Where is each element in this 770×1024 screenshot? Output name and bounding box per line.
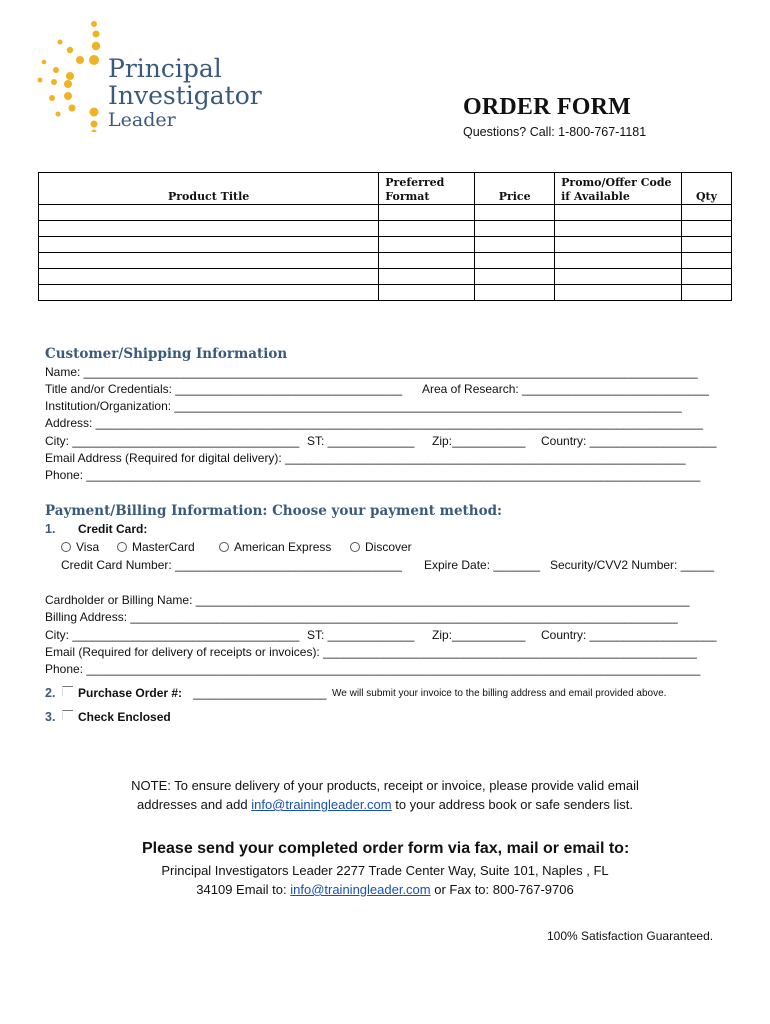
radio-discover-circle-icon[interactable] xyxy=(350,542,360,552)
table-row xyxy=(39,237,732,253)
guarantee-text: 100% Satisfaction Guaranteed. xyxy=(547,929,714,943)
logo-text xyxy=(108,56,262,130)
table-cell[interactable] xyxy=(555,221,682,237)
send-email-link[interactable]: info@trainingleader.com xyxy=(290,882,431,897)
table-cell[interactable] xyxy=(475,253,555,269)
table-cell[interactable] xyxy=(475,285,555,301)
credit-card-label: Credit Card: xyxy=(78,522,148,536)
purchase-order-label: Purchase Order #: xyxy=(78,686,183,700)
billing-address-field[interactable]: Billing Address: __________________________________________________________________________________ xyxy=(45,610,678,624)
table-cell[interactable] xyxy=(555,237,682,253)
table-cell[interactable] xyxy=(555,253,682,269)
title-credentials-field[interactable]: Title and/or Credentials: __________________________________ xyxy=(45,382,403,396)
customer-section-heading: Customer/Shipping Information xyxy=(45,346,288,362)
radio-amex-label: American Express xyxy=(234,540,332,554)
radio-discover[interactable] xyxy=(350,540,412,554)
table-cell[interactable] xyxy=(555,285,682,301)
table-cell[interactable] xyxy=(39,253,379,269)
logo-line-1: Principal xyxy=(108,54,222,83)
page-title: ORDER FORM xyxy=(463,94,631,120)
radio-visa[interactable] xyxy=(61,540,99,554)
zip-field[interactable]: Zip:___________ xyxy=(432,434,526,448)
address-field[interactable]: Address: ___________________________________________________________________________________________ xyxy=(45,416,704,430)
table-cell[interactable] xyxy=(379,269,475,285)
radio-mastercard-label: MasterCard xyxy=(132,540,195,554)
billing-phone-field[interactable]: Phone: ____________________________________________________________________________________________ xyxy=(45,662,701,676)
email-field[interactable]: Email Address (Required for digital delivery): ____________________________________________________________ xyxy=(45,451,686,465)
option-3-number: 3. xyxy=(45,710,56,724)
table-cell[interactable] xyxy=(682,237,732,253)
col-price: Price xyxy=(475,173,555,205)
logo-sunburst-icon xyxy=(36,20,108,132)
check-enclosed-label: Check Enclosed xyxy=(78,710,171,724)
table-cell[interactable] xyxy=(475,221,555,237)
phone-field[interactable]: Phone: ____________________________________________________________________________________________ xyxy=(45,468,701,482)
col-preferred-format xyxy=(379,173,475,205)
radio-visa-circle-icon[interactable] xyxy=(61,542,71,552)
table-row xyxy=(39,285,732,301)
table-cell[interactable] xyxy=(475,205,555,221)
table-row xyxy=(39,205,732,221)
product-table-header xyxy=(39,173,732,205)
radio-mastercard[interactable] xyxy=(117,540,195,554)
logo-line-3: Leader xyxy=(108,109,176,131)
institution-field[interactable]: Institution/Organization: ____________________________________________________________________________ xyxy=(45,399,682,413)
check-enclosed-checkbox[interactable] xyxy=(62,710,73,720)
table-cell[interactable] xyxy=(682,253,732,269)
purchase-order-note: We will submit your invoice to the billing address and email provided above. xyxy=(332,688,667,699)
table-row xyxy=(39,221,732,237)
table-cell[interactable] xyxy=(555,205,682,221)
radio-visa-label: Visa xyxy=(76,540,100,554)
name-field[interactable]: Name: ____________________________________________________________________________________________ xyxy=(45,365,698,379)
table-cell[interactable] xyxy=(682,205,732,221)
billing-city-field[interactable]: City: __________________________________ xyxy=(45,628,300,642)
billing-state-field[interactable]: ST: _____________ xyxy=(307,628,415,642)
table-cell[interactable] xyxy=(39,237,379,253)
col-product-title: Product Title xyxy=(39,173,379,205)
option-1-number: 1. xyxy=(45,522,56,536)
expire-date-field[interactable]: Expire Date: _______ xyxy=(424,558,541,572)
cvv-field[interactable]: Security/CVV2 Number: _____ xyxy=(550,558,715,572)
state-field[interactable]: ST: _____________ xyxy=(307,434,415,448)
option-2-number: 2. xyxy=(45,686,56,700)
billing-email-field[interactable]: Email (Required for delivery of receipts or invoices): ________________________________________________________ xyxy=(45,645,697,659)
purchase-order-field[interactable]: ____________________ xyxy=(193,686,327,700)
delivery-note xyxy=(40,776,730,814)
questions-phone: Questions? Call: 1-800-767-1181 xyxy=(463,125,647,139)
col-promo-code-label: Promo/Offer Code if Available xyxy=(561,176,672,203)
table-cell[interactable] xyxy=(379,205,475,221)
logo-line-2: Investigator xyxy=(108,81,262,110)
send-line-2-post: or Fax to: 800-767-9706 xyxy=(430,882,574,897)
table-cell[interactable] xyxy=(682,285,732,301)
table-cell[interactable] xyxy=(379,253,475,269)
table-cell[interactable] xyxy=(379,221,475,237)
table-row xyxy=(39,253,732,269)
send-heading: Please send your completed order form via fax, mail or email to: xyxy=(142,840,630,857)
area-of-research-field[interactable]: Area of Research: ____________________________ xyxy=(422,382,709,396)
table-cell[interactable] xyxy=(555,269,682,285)
table-row xyxy=(39,269,732,285)
table-cell[interactable] xyxy=(682,221,732,237)
note-line-1: NOTE: To ensure delivery of your products, receipt or invoice, please provide valid email xyxy=(131,778,639,793)
table-cell[interactable] xyxy=(39,285,379,301)
table-cell[interactable] xyxy=(39,221,379,237)
radio-amex-circle-icon[interactable] xyxy=(219,542,229,552)
note-line-2-pre: addresses and add xyxy=(137,797,252,812)
billing-country-field[interactable]: Country: ___________________ xyxy=(541,628,717,642)
send-line-2-pre: 34109 Email to: xyxy=(196,882,291,897)
table-cell[interactable] xyxy=(379,285,475,301)
radio-amex[interactable] xyxy=(219,540,331,554)
payment-section-heading: Payment/Billing Information: Choose your payment method: xyxy=(45,503,503,519)
send-line-1: Principal Investigators Leader 2277 Trade Center Way, Suite 101, Naples , FL xyxy=(161,863,609,878)
table-cell[interactable] xyxy=(475,269,555,285)
cc-number-field[interactable]: Credit Card Number: __________________________________ xyxy=(61,558,402,572)
billing-zip-field[interactable]: Zip:___________ xyxy=(432,628,526,642)
table-cell[interactable] xyxy=(379,237,475,253)
col-preferred-format-label: Preferred Format xyxy=(385,176,445,203)
note-email-link[interactable]: info@trainingleader.com xyxy=(251,797,392,812)
table-cell[interactable] xyxy=(475,237,555,253)
radio-discover-label: Discover xyxy=(365,540,412,554)
send-address-block xyxy=(40,861,730,899)
col-promo-code xyxy=(555,173,682,205)
note-line-2-post: to your address book or safe senders list. xyxy=(391,797,633,812)
table-cell[interactable] xyxy=(39,205,379,221)
cardholder-name-field[interactable]: Cardholder or Billing Name: __________________________________________________________________________ xyxy=(45,593,690,607)
city-field[interactable]: City: __________________________________ xyxy=(45,434,300,448)
table-cell[interactable] xyxy=(682,269,732,285)
col-qty: Qty xyxy=(682,173,732,205)
country-field[interactable]: Country: ___________________ xyxy=(541,434,717,448)
note-line-2 xyxy=(40,795,730,814)
send-line-2 xyxy=(40,880,730,899)
purchase-order-checkbox[interactable] xyxy=(62,686,73,696)
product-table xyxy=(38,172,732,301)
radio-mastercard-circle-icon[interactable] xyxy=(117,542,127,552)
table-cell[interactable] xyxy=(39,269,379,285)
